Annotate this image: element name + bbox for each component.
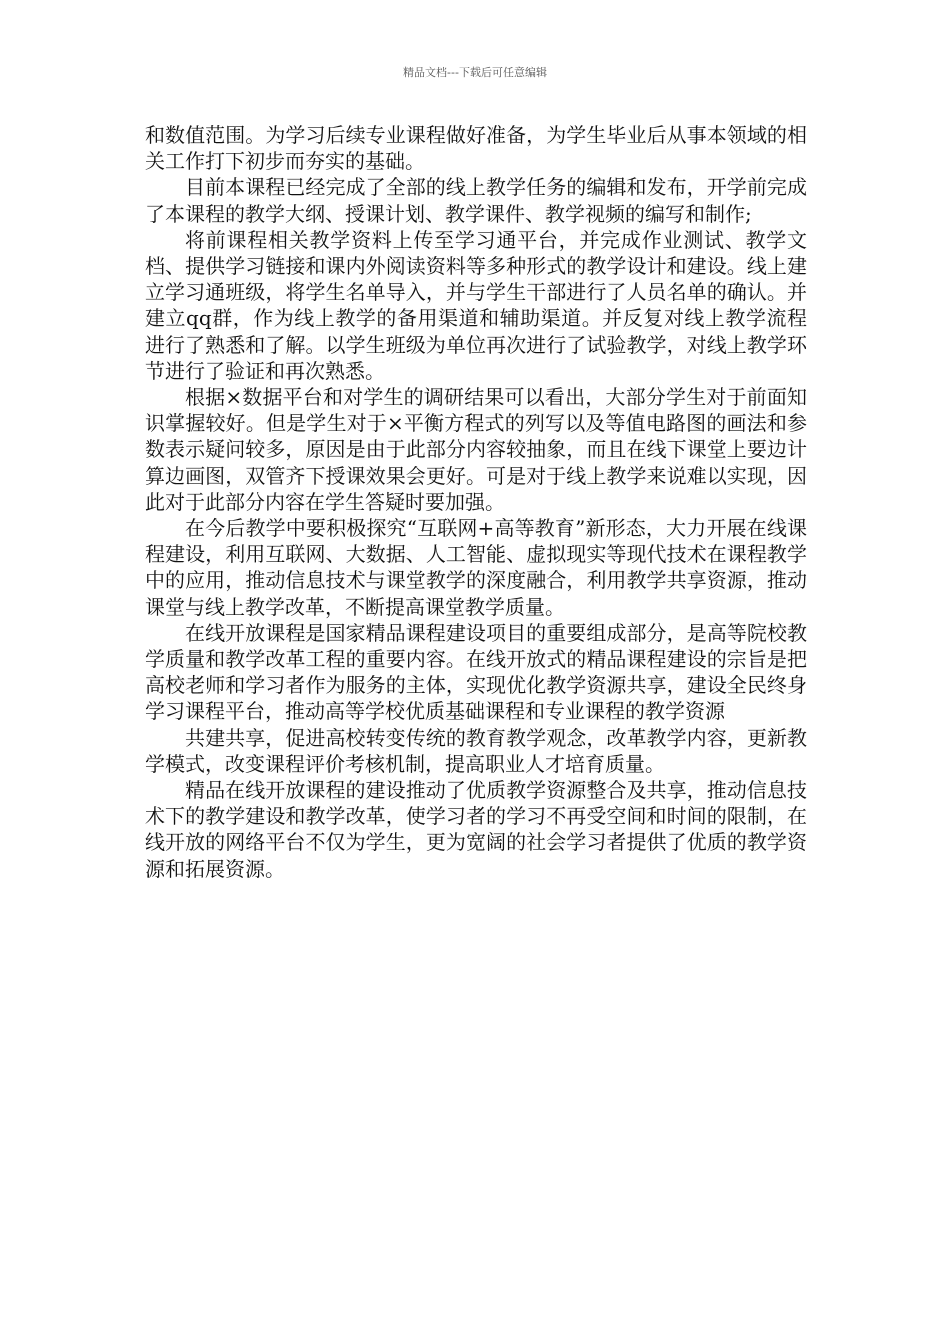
document-body [145, 122, 807, 882]
page-header: 精品文档---下载后可任意编辑 [403, 66, 547, 79]
paragraph: 在线开放课程是国家精品课程建设项目的重要组成部分，是高等院校教学质量和教学改革工程的重要内容。在线开放式的精品课程建设的宗旨是把高校老师和学习者作为服务的主体，实现优化教学资源共享，建设全民终身学习课程平台，推动高等学校优质基础课程和专业课程的教学资源 [145, 620, 807, 724]
paragraph: 根据×数据平台和对学生的调研结果可以看出，大部分学生对于前面知识掌握较好。但是学生对于×平衡方程式的列写以及等值电路图的画法和参数表示疑问较多，原因是由于此部分内容较抽象，而且在线下课堂上要边计算边画图，双管齐下授课效果会更好。可是对于线上教学来说难以实现，因此对于此部分内容在学生答疑时要加强。 [145, 385, 807, 514]
paragraph: 将前课程相关教学资料上传至学习通平台，并完成作业测试、教学文档、提供学习链接和课内外阅读资料等多种形式的教学设计和建设。线上建立学习通班级，将学生名单导入，并与学生干部进行了人员名单的确认。并建立qq群，作为线上教学的备用渠道和辅助渠道。并反复对线上教学流程进行了熟悉和了解。以学生班级为单位再次进行了试验教学，对线上教学环节进行了验证和再次熟悉。 [145, 227, 807, 383]
paragraph: 精品在线开放课程的建设推动了优质教学资源整合及共享，推动信息技术下的教学建设和教学改革，使学习者的学习不再受空间和时间的限制，在线开放的网络平台不仅为学生，更为宽阔的社会学习者提供了优质的教学资源和拓展资源。 [145, 778, 807, 881]
paragraph: 目前本课程已经完成了全部的线上教学任务的编辑和发布，开学前完成了本课程的教学大纲、授课计划、教学课件、教学视频的编写和制作; [145, 175, 807, 226]
paragraph: 在今后教学中要积极探究“互联网+高等教育”新形态，大力开展在线课程建设，利用互联网、大数据、人工智能、虚拟现实等现代技术在课程教学中的应用，推动信息技术与课堂教学的深度融合，利用教学共享资源，推动课堂与线上教学改革，不断提高课堂教学质量。 [145, 516, 807, 619]
paragraph: 共建共享，促进高校转变传统的教育教学观念，改革教学内容，更新教学模式，改变课程评价考核机制，提高职业人才培育质量。 [145, 725, 807, 776]
paragraph: 和数值范围。为学习后续专业课程做好准备，为学生毕业后从事本领域的相关工作打下初步而夯实的基础。 [145, 123, 807, 174]
